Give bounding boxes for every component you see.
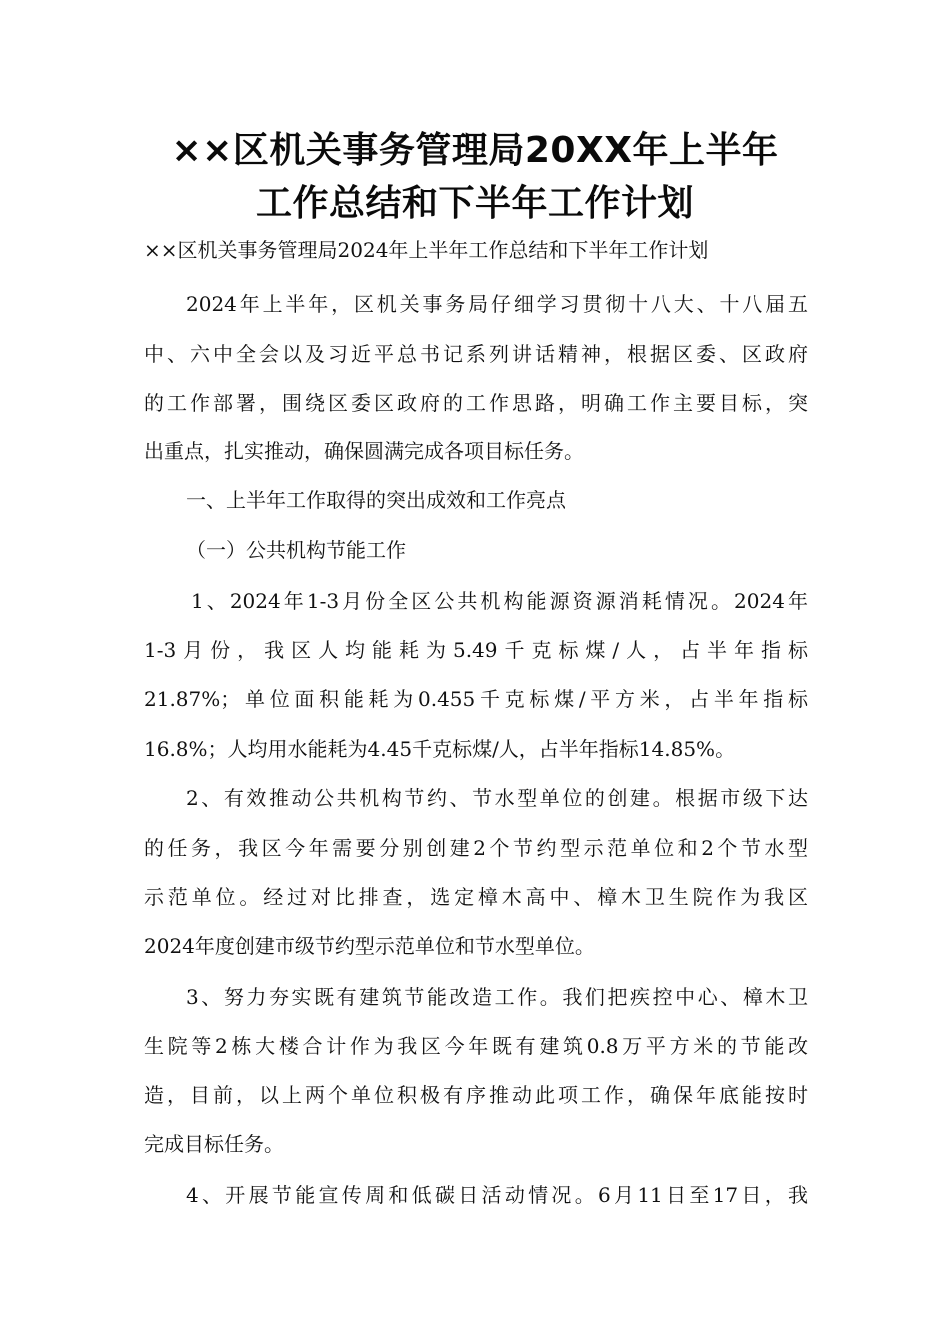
body-line: 3、努力夯实既有建筑节能改造工作。我们把疾控中心、樟木卫 bbox=[186, 985, 808, 1009]
body-line: 21.87%；单位面积能耗为0.455千克标煤/平方米，占半年指标 bbox=[144, 687, 808, 711]
document-subtitle: ××区机关事务管理局2024年上半年工作总结和下半年工作计划 bbox=[144, 238, 709, 262]
body-line: 1-3月份，我区人均能耗为5.49千克标煤/人，占半年指标 bbox=[144, 638, 808, 662]
section-heading: 一、上半年工作取得的突出成效和工作亮点 bbox=[186, 488, 566, 512]
body-line: 2024年度创建市级节约型示范单位和节水型单位。 bbox=[144, 934, 595, 958]
document-title-line-1: ××区机关事务管理局20XX年上半年 bbox=[171, 130, 779, 171]
body-line: 完成目标任务。 bbox=[144, 1132, 284, 1156]
body-line: 1、2024年1-3月份全区公共机构能源资源消耗情况。2024年 bbox=[191, 589, 808, 613]
body-line: 造，目前，以上两个单位积极有序推动此项工作，确保年底能按时 bbox=[144, 1083, 808, 1107]
body-line: 4、开展节能宣传周和低碳日活动情况。6月11日至17日，我 bbox=[186, 1183, 808, 1207]
body-line: 的工作部署，围绕区委区政府的工作思路，明确工作主要目标，突 bbox=[144, 391, 808, 415]
body-line: 中、六中全会以及习近平总书记系列讲话精神，根据区委、区政府 bbox=[144, 342, 808, 366]
body-line: 示范单位。经过对比排查，选定樟木高中、樟木卫生院作为我区 bbox=[144, 885, 808, 909]
body-line: 16.8%；人均用水能耗为4.45千克标煤/人，占半年指标14.85%。 bbox=[144, 737, 736, 761]
subsection-heading: （一）公共机构节能工作 bbox=[186, 538, 406, 562]
body-line: 2、有效推动公共机构节约、节水型单位的创建。根据市级下达 bbox=[186, 786, 808, 810]
body-line: 2024年上半年，区机关事务局仔细学习贯彻十八大、十八届五 bbox=[186, 292, 808, 316]
document-title-line-2: 工作总结和下半年工作计划 bbox=[255, 183, 694, 224]
body-line: 生院等2栋大楼合计作为我区今年既有建筑0.8万平方米的节能改 bbox=[144, 1034, 808, 1058]
body-line: 出重点，扎实推动，确保圆满完成各项目标任务。 bbox=[144, 439, 584, 463]
body-line: 的任务，我区今年需要分别创建2个节约型示范单位和2个节水型 bbox=[144, 836, 808, 860]
